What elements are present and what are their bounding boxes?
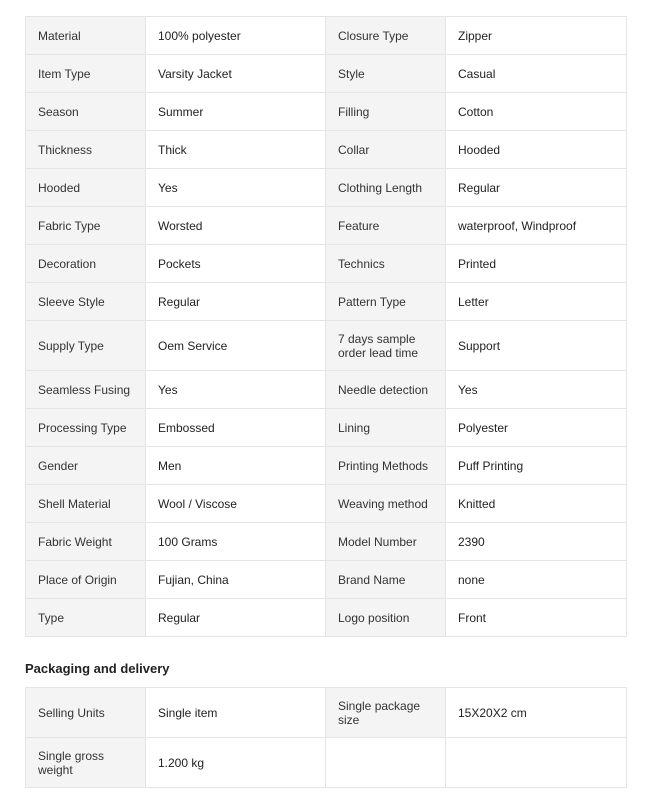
attribute-value: Puff Printing — [446, 447, 627, 485]
table-row — [26, 131, 627, 169]
attribute-label: Logo position — [326, 599, 446, 637]
attribute-label: Processing Type — [26, 409, 146, 447]
attribute-label: Collar — [326, 131, 446, 169]
table-row — [26, 561, 627, 599]
table-row — [26, 55, 627, 93]
packaging-section-heading: Packaging and delivery — [25, 661, 170, 676]
attribute-label: Fabric Weight — [26, 523, 146, 561]
attribute-label: Pattern Type — [326, 283, 446, 321]
attribute-value — [446, 738, 627, 788]
attribute-value: waterproof, Windproof — [446, 207, 627, 245]
attribute-label — [326, 738, 446, 788]
attribute-value: Cotton — [446, 93, 627, 131]
attribute-value: Letter — [446, 283, 627, 321]
table-row — [26, 599, 627, 637]
attribute-label: Supply Type — [26, 321, 146, 371]
attribute-value: Embossed — [146, 409, 326, 447]
attribute-label: Season — [26, 93, 146, 131]
attribute-label: Needle detection — [326, 371, 446, 409]
attribute-value: 2390 — [446, 523, 627, 561]
attribute-value: Yes — [146, 371, 326, 409]
product-attributes-body — [26, 17, 627, 637]
table-row — [26, 207, 627, 245]
attribute-label: Technics — [326, 245, 446, 283]
attribute-value: Yes — [146, 169, 326, 207]
attribute-value: Polyester — [446, 409, 627, 447]
attribute-value: none — [446, 561, 627, 599]
table-row — [26, 93, 627, 131]
attribute-value: Hooded — [446, 131, 627, 169]
attribute-label: Decoration — [26, 245, 146, 283]
attribute-label: Shell Material — [26, 485, 146, 523]
attribute-value: Oem Service — [146, 321, 326, 371]
attribute-label: Material — [26, 17, 146, 55]
attribute-value: Support — [446, 321, 627, 371]
attribute-label: Hooded — [26, 169, 146, 207]
table-row — [26, 321, 627, 371]
attribute-label: Filling — [326, 93, 446, 131]
attribute-label: Single gross weight — [26, 738, 146, 788]
attribute-value: Thick — [146, 131, 326, 169]
attribute-value: Regular — [146, 599, 326, 637]
attribute-value: Zipper — [446, 17, 627, 55]
attribute-label: Lining — [326, 409, 446, 447]
packaging-delivery-body — [26, 688, 627, 788]
attribute-value: Knitted — [446, 485, 627, 523]
attribute-label: 7 days sample order lead time — [326, 321, 446, 371]
packaging-delivery-table — [25, 687, 627, 788]
attribute-value: Printed — [446, 245, 627, 283]
attribute-label: Printing Methods — [326, 447, 446, 485]
attribute-label: Model Number — [326, 523, 446, 561]
attribute-label: Sleeve Style — [26, 283, 146, 321]
attribute-label: Type — [26, 599, 146, 637]
attribute-value: Fujian, China — [146, 561, 326, 599]
attribute-label: Fabric Type — [26, 207, 146, 245]
table-row — [26, 169, 627, 207]
attribute-value: Pockets — [146, 245, 326, 283]
table-row — [26, 17, 627, 55]
attribute-label: Thickness — [26, 131, 146, 169]
attribute-value: 1.200 kg — [146, 738, 326, 788]
table-row — [26, 485, 627, 523]
product-attributes-table — [25, 16, 627, 637]
table-row — [26, 447, 627, 485]
attribute-label: Item Type — [26, 55, 146, 93]
attribute-value: Single item — [146, 688, 326, 738]
attribute-value: Regular — [146, 283, 326, 321]
attribute-value: 100% polyester — [146, 17, 326, 55]
attribute-label: Gender — [26, 447, 146, 485]
table-row — [26, 688, 627, 738]
table-row — [26, 371, 627, 409]
table-row — [26, 523, 627, 561]
attribute-label: Place of Origin — [26, 561, 146, 599]
attribute-value: 15X20X2 cm — [446, 688, 627, 738]
attribute-label: Style — [326, 55, 446, 93]
attribute-label: Selling Units — [26, 688, 146, 738]
table-row — [26, 738, 627, 788]
attribute-value: Summer — [146, 93, 326, 131]
attribute-value: Regular — [446, 169, 627, 207]
attribute-value: Worsted — [146, 207, 326, 245]
attribute-value: Front — [446, 599, 627, 637]
table-row — [26, 409, 627, 447]
attribute-value: Casual — [446, 55, 627, 93]
attribute-value: Yes — [446, 371, 627, 409]
table-row — [26, 245, 627, 283]
attribute-label: Weaving method — [326, 485, 446, 523]
attribute-label: Feature — [326, 207, 446, 245]
attribute-label: Closure Type — [326, 17, 446, 55]
attribute-label: Clothing Length — [326, 169, 446, 207]
attribute-value: Men — [146, 447, 326, 485]
attribute-value: Wool / Viscose — [146, 485, 326, 523]
attribute-label: Brand Name — [326, 561, 446, 599]
attribute-label: Single package size — [326, 688, 446, 738]
attribute-value: Varsity Jacket — [146, 55, 326, 93]
attribute-value: 100 Grams — [146, 523, 326, 561]
table-row — [26, 283, 627, 321]
attribute-label: Seamless Fusing — [26, 371, 146, 409]
